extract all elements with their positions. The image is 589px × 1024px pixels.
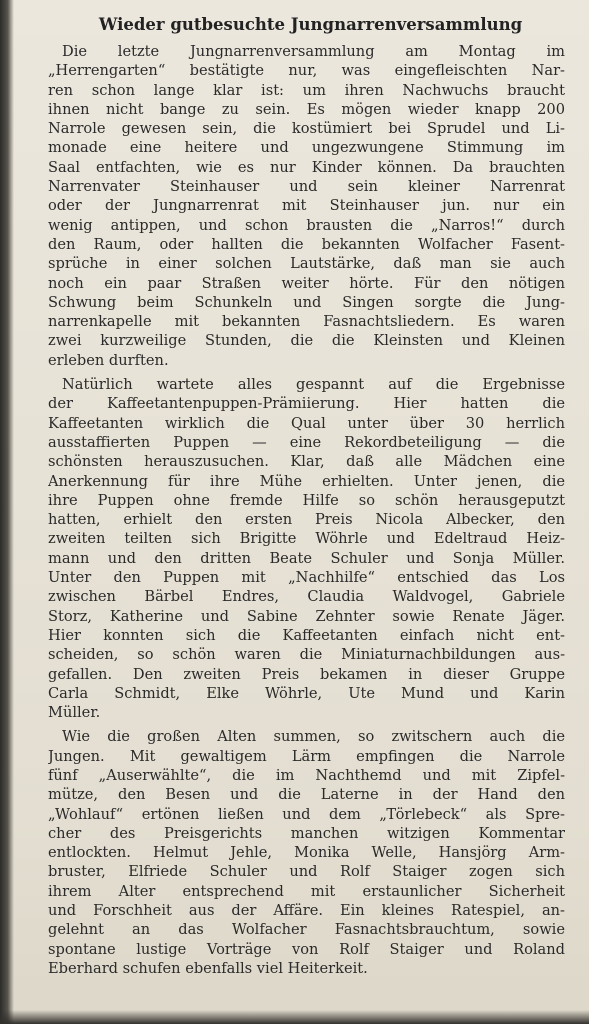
article-body [48,42,565,978]
text-line: Müller. [48,704,101,722]
text-line: Hier konnten sich die Kaffeetanten einfach nicht ent- [48,626,565,644]
text-line: ihnen nicht bange zu sein. Es mögen wieder knapp 200 [48,100,565,118]
text-line: Die letzte Jungnarrenversammlung am Montag im [62,43,565,60]
text-line: Schwung beim Schunkeln und Singen sorgte die Jung- [48,293,565,311]
text-line: zwischen Bärbel Endres, Claudia Waldvogel, Gabriele [48,588,565,606]
text-line: zwei kurzweilige Stunden, die die Kleinsten und Kleinen [48,332,565,350]
text-line: Anerkennung für ihre Mühe erhielten. Unter jenen, die [48,472,565,490]
text-line: mann und den dritten Beate Schuler und Sonja Müller. [48,549,565,567]
text-line: cher des Preisgerichts manchen witzigen Kommentar [48,824,565,842]
text-line: sprüche in einer solchen Lautstärke, daß man sie auch [48,255,565,273]
text-line: schönsten herauszusuchen. Klar, daß alle Mädchen eine [48,453,565,471]
text-line: monade eine heitere und ungezwungene Stimmung im [48,139,565,157]
text-line: fünf „Auserwählte“, die im Nachthemd und mit Zipfel- [48,766,565,784]
text-line: gelehnt an das Wolfacher Fasnachtsbrauchtum, sowie [48,921,565,939]
text-line: noch ein paar Straßen weiter hörte. Für den nötigen [48,274,565,292]
text-line: „Herrengarten“ bestätigte nur, was eingefleischten Nar- [48,62,565,80]
text-line: gefallen. Den zweiten Preis bekamen in dieser Gruppe [48,665,565,683]
text-line: den Raum, oder hallten die bekannten Wolfacher Fasent- [48,235,565,253]
text-line: Kaffeetanten wirklich die Qual unter über 30 herrlich [48,414,565,432]
text-line: Unter den Puppen mit „Nachhilfe“ entschied das Los [48,569,565,587]
text-line: spontane lustige Vorträge von Rolf Staiger und Roland [48,940,565,958]
text-line: wenig antippen, und schon brausten die „Narros!“ durch [48,216,565,234]
text-line: ihrem Alter entsprechend mit erstaunlicher Sicherheit [48,882,565,900]
text-line: erleben durften. [48,351,169,369]
text-line: Jungen. Mit gewaltigem Lärm empfingen die Narrole [48,747,565,765]
text-line: bruster, Elfriede Schuler und Rolf Staiger zogen sich [48,863,565,881]
text-line: „Wohlauf“ ertönen ließen und dem „Törlebeck“ als Spre- [48,805,565,823]
text-line: ren schon lange klar ist: um ihren Nachwuchs braucht [48,81,565,99]
text-line: Eberhard schufen ebenfalls viel Heiterkeit. [48,959,368,977]
text-line: ihre Puppen ohne fremde Hilfe so schön herausgeputzt [48,491,565,509]
text-line: Natürlich wartete alles gespannt auf die Ergebnisse [62,376,565,394]
text-line: Narrole gewesen sein, die kostümiert bei Sprudel und Li- [48,120,565,138]
article-paragraph [48,42,565,370]
text-line: und Forschheit aus der Affäre. Ein kleines Ratespiel, an- [48,902,565,920]
text-line: der Kaffeetantenpuppen-Prämiierung. Hier hatten die [48,395,565,413]
text-line: narrenkapelle mit bekannten Fasnachtsliedern. Es waren [48,313,565,331]
text-line: hatten, erhielt den ersten Preis Nicola Albecker, den [48,511,565,529]
text-line: scheiden, so schön waren die Miniaturnachbildungen aus- [48,646,565,664]
text-line: Narrenvater Steinhauser und sein kleiner Narrenrat [48,178,565,196]
article-headline: Wieder gutbesuchte Jungnarrenversammlung [98,15,523,34]
article-paragraph [48,727,565,978]
text-line: zweiten teilten sich Brigitte Wöhrle und Edeltraud Heiz- [48,530,565,548]
article-paragraph [48,375,565,722]
text-line: Carla Schmidt, Elke Wöhrle, Ute Mund und Karin [48,684,565,702]
text-line: Storz, Katherine und Sabine Zehnter sowie Renate Jäger. [48,607,565,625]
text-line: entlockten. Helmut Jehle, Monika Welle, Hansjörg Arm- [48,844,565,862]
text-line: Saal entfachten, wie es nur Kinder können. Da brauchten [48,158,565,176]
text-line: oder der Jungnarrenrat mit Steinhauser jun. nur ein [48,197,565,215]
text-line: ausstaffierten Puppen — eine Rekordbeteiligung — die [48,433,565,451]
text-line: Wie die großen Alten summen, so zwitschern auch die [62,728,565,746]
text-line: mütze, den Besen und die Laterne in der Hand den [48,786,565,804]
